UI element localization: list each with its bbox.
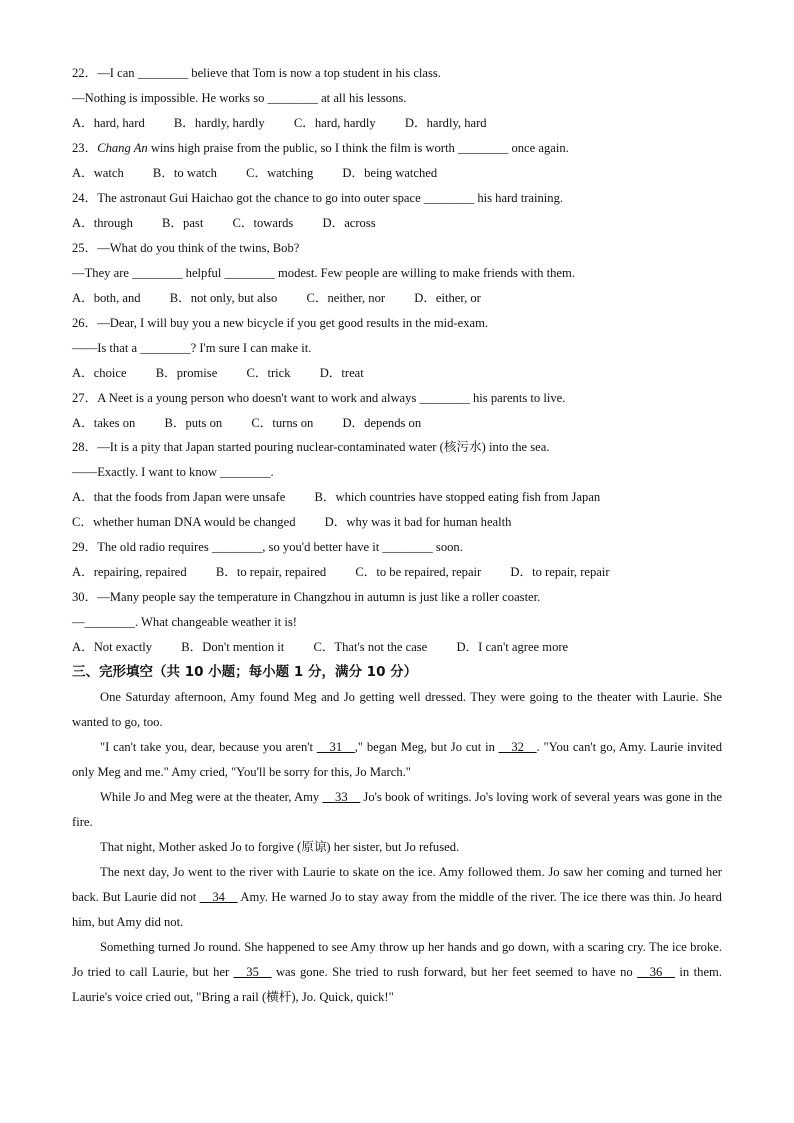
text: in them. Laurie's voice cried out, "Bring a rail (横杆), Jo. Quick, quick!" xyxy=(72,965,722,1004)
question-25-line-2: —They are ________ helpful ________ modest. Few people are willing to make friends with them. xyxy=(72,266,575,280)
question-22-line-2: —Nothing is impossible. He works so ________ at all his lessons. xyxy=(72,91,407,105)
option-d[interactable]: D．hardly, hard xyxy=(404,116,487,130)
blank-33[interactable]: __33__ xyxy=(322,790,361,804)
option-b[interactable]: B．puts on xyxy=(164,416,223,430)
question-26-options xyxy=(72,365,390,381)
question-27-line-1: 27．A Neet is a young person who doesn't want to work and always ________ his parents to live. xyxy=(72,391,566,405)
question-25-line-1: 25．—What do you think of the twins, Bob? xyxy=(72,241,300,255)
option-c[interactable]: C．watching xyxy=(246,166,314,180)
option-d[interactable]: D．depends on xyxy=(342,416,422,430)
option-b[interactable]: B．promise xyxy=(155,366,218,380)
option-d[interactable]: D．being watched xyxy=(342,166,438,180)
text: . "You can't go, Amy. Laurie invited only Meg and me." Amy cried, "You'll be sorry for this, Jo March." xyxy=(72,740,722,779)
option-d[interactable]: D．why was it bad for human health xyxy=(324,515,512,529)
option-a[interactable]: A．that the foods from Japan were unsafe xyxy=(72,490,286,504)
question-24-options xyxy=(72,215,402,231)
passage-paragraph-4: That night, Mother asked Jo to forgive (原谅) her sister, but Jo refused. xyxy=(100,840,460,854)
option-a[interactable]: A．repairing, repaired xyxy=(72,565,187,579)
film-title: Chang An xyxy=(97,141,148,155)
option-d[interactable]: D．to repair, repair xyxy=(510,565,610,579)
option-c[interactable]: C．to be repaired, repair xyxy=(355,565,482,579)
passage-paragraph-2 xyxy=(72,735,722,785)
text: Something turned Jo round. She happened to see Amy throw up her hands and go down, with a scaring cry. The ice broke. Jo tried to call Laurie, but her xyxy=(72,940,722,979)
question-28-options-cd xyxy=(72,514,537,530)
option-b[interactable]: B．past xyxy=(162,216,204,230)
option-a[interactable]: A．both, and xyxy=(72,291,141,305)
question-23-number: 23． xyxy=(72,141,98,155)
option-c[interactable]: C．neither, nor xyxy=(306,291,386,305)
text: ," began Meg, but Jo cut in xyxy=(354,740,499,754)
option-a[interactable]: A．watch xyxy=(72,166,124,180)
blank-34[interactable]: __34__ xyxy=(199,890,238,904)
question-23-options xyxy=(72,165,463,181)
option-c[interactable]: C．hard, hardly xyxy=(293,116,376,130)
option-a[interactable]: A．Not exactly xyxy=(72,640,153,654)
question-26-line-2: ——Is that a ________? I'm sure I can make it. xyxy=(72,341,312,355)
text: Jo's book of writings. Jo's loving work of several years was gone in the fire. xyxy=(72,790,722,829)
option-b[interactable]: B．which countries have stopped eating fish from Japan xyxy=(314,490,601,504)
option-b[interactable]: B．to repair, repaired xyxy=(215,565,327,579)
question-22-line-1: 22．—I can ________ believe that Tom is now a top student in his class. xyxy=(72,66,441,80)
question-30-line-2: —________. What changeable weather it is! xyxy=(72,615,297,629)
question-23-line-1 xyxy=(72,140,569,156)
option-b[interactable]: B．to watch xyxy=(152,166,217,180)
question-26-line-1: 26．—Dear, I will buy you a new bicycle if you get good results in the mid-exam. xyxy=(72,316,489,330)
passage-paragraph-6 xyxy=(72,935,722,1010)
question-25-options xyxy=(72,290,507,306)
question-27-options xyxy=(72,415,447,431)
section-heading: 三、完形填空（共 10 小题；每小题 1 分，满分 10 分） xyxy=(72,664,418,680)
option-d[interactable]: D．across xyxy=(322,216,376,230)
passage-paragraph-3 xyxy=(72,785,722,835)
blank-35[interactable]: __35__ xyxy=(233,965,272,979)
option-b[interactable]: B．Don't mention it xyxy=(181,640,285,654)
option-a[interactable]: A．takes on xyxy=(72,416,136,430)
text: The next day, Jo went to the river with Laurie to skate on the ice. Amy followed them. Jo saw her coming and turned her back. But Laurie did not xyxy=(72,865,722,904)
option-b[interactable]: B．hardly, hardly xyxy=(173,116,265,130)
question-22-options xyxy=(72,115,513,131)
question-29-line-1: 29．The old radio requires ________, so you'd better have it ________ soon. xyxy=(72,540,463,554)
option-c[interactable]: C．That's not the case xyxy=(313,640,428,654)
blank-32[interactable]: __32__ xyxy=(498,740,537,754)
option-c[interactable]: C．whether human DNA would be changed xyxy=(72,515,296,529)
option-d[interactable]: D．treat xyxy=(319,366,364,380)
text: Amy. He warned Jo to stay away from the middle of the river. The ice there was thin. Jo heard him, but Amy did not. xyxy=(72,890,722,929)
blank-31[interactable]: __31__ xyxy=(316,740,355,754)
passage-paragraph-5 xyxy=(72,860,722,935)
text: was gone. She tried to rush forward, but her feet seemed to have no xyxy=(271,965,638,979)
text: While Jo and Meg were at the theater, Amy xyxy=(100,790,323,804)
option-a[interactable]: A．hard, hard xyxy=(72,116,145,130)
question-30-options xyxy=(72,639,594,655)
option-c[interactable]: C．trick xyxy=(246,366,291,380)
question-29-options xyxy=(72,564,636,580)
question-28-line-2: ——Exactly. I want to know ________. xyxy=(72,465,274,479)
blank-36[interactable]: __36__ xyxy=(637,965,675,979)
question-24-line-1: 24．The astronaut Gui Haichao got the chance to go into outer space ________ his hard training. xyxy=(72,191,564,205)
option-d[interactable]: D．either, or xyxy=(414,291,481,305)
text: "I can't take you, dear, because you aren't xyxy=(100,740,317,754)
option-c[interactable]: C．towards xyxy=(232,216,294,230)
option-c[interactable]: C．turns on xyxy=(251,416,314,430)
question-28-line-1: 28．—It is a pity that Japan started pouring nuclear-contaminated water (核污水) into the sea. xyxy=(72,440,550,454)
option-b[interactable]: B．not only, but also xyxy=(169,291,278,305)
option-a[interactable]: A．through xyxy=(72,216,133,230)
option-a[interactable]: A．choice xyxy=(72,366,127,380)
question-30-line-1: 30．—Many people say the temperature in Changzhou in autumn is just like a roller coaster. xyxy=(72,590,541,604)
question-28-options-ab xyxy=(72,489,626,505)
passage-paragraph-1: One Saturday afternoon, Amy found Meg and Jo getting well dressed. They were going to the theater with Laurie. She wanted to go, too. xyxy=(72,690,722,729)
question-23-text: wins high praise from the public, so I think the film is worth ________ once again. xyxy=(147,141,569,155)
option-d[interactable]: D．I can't agree more xyxy=(456,640,569,654)
